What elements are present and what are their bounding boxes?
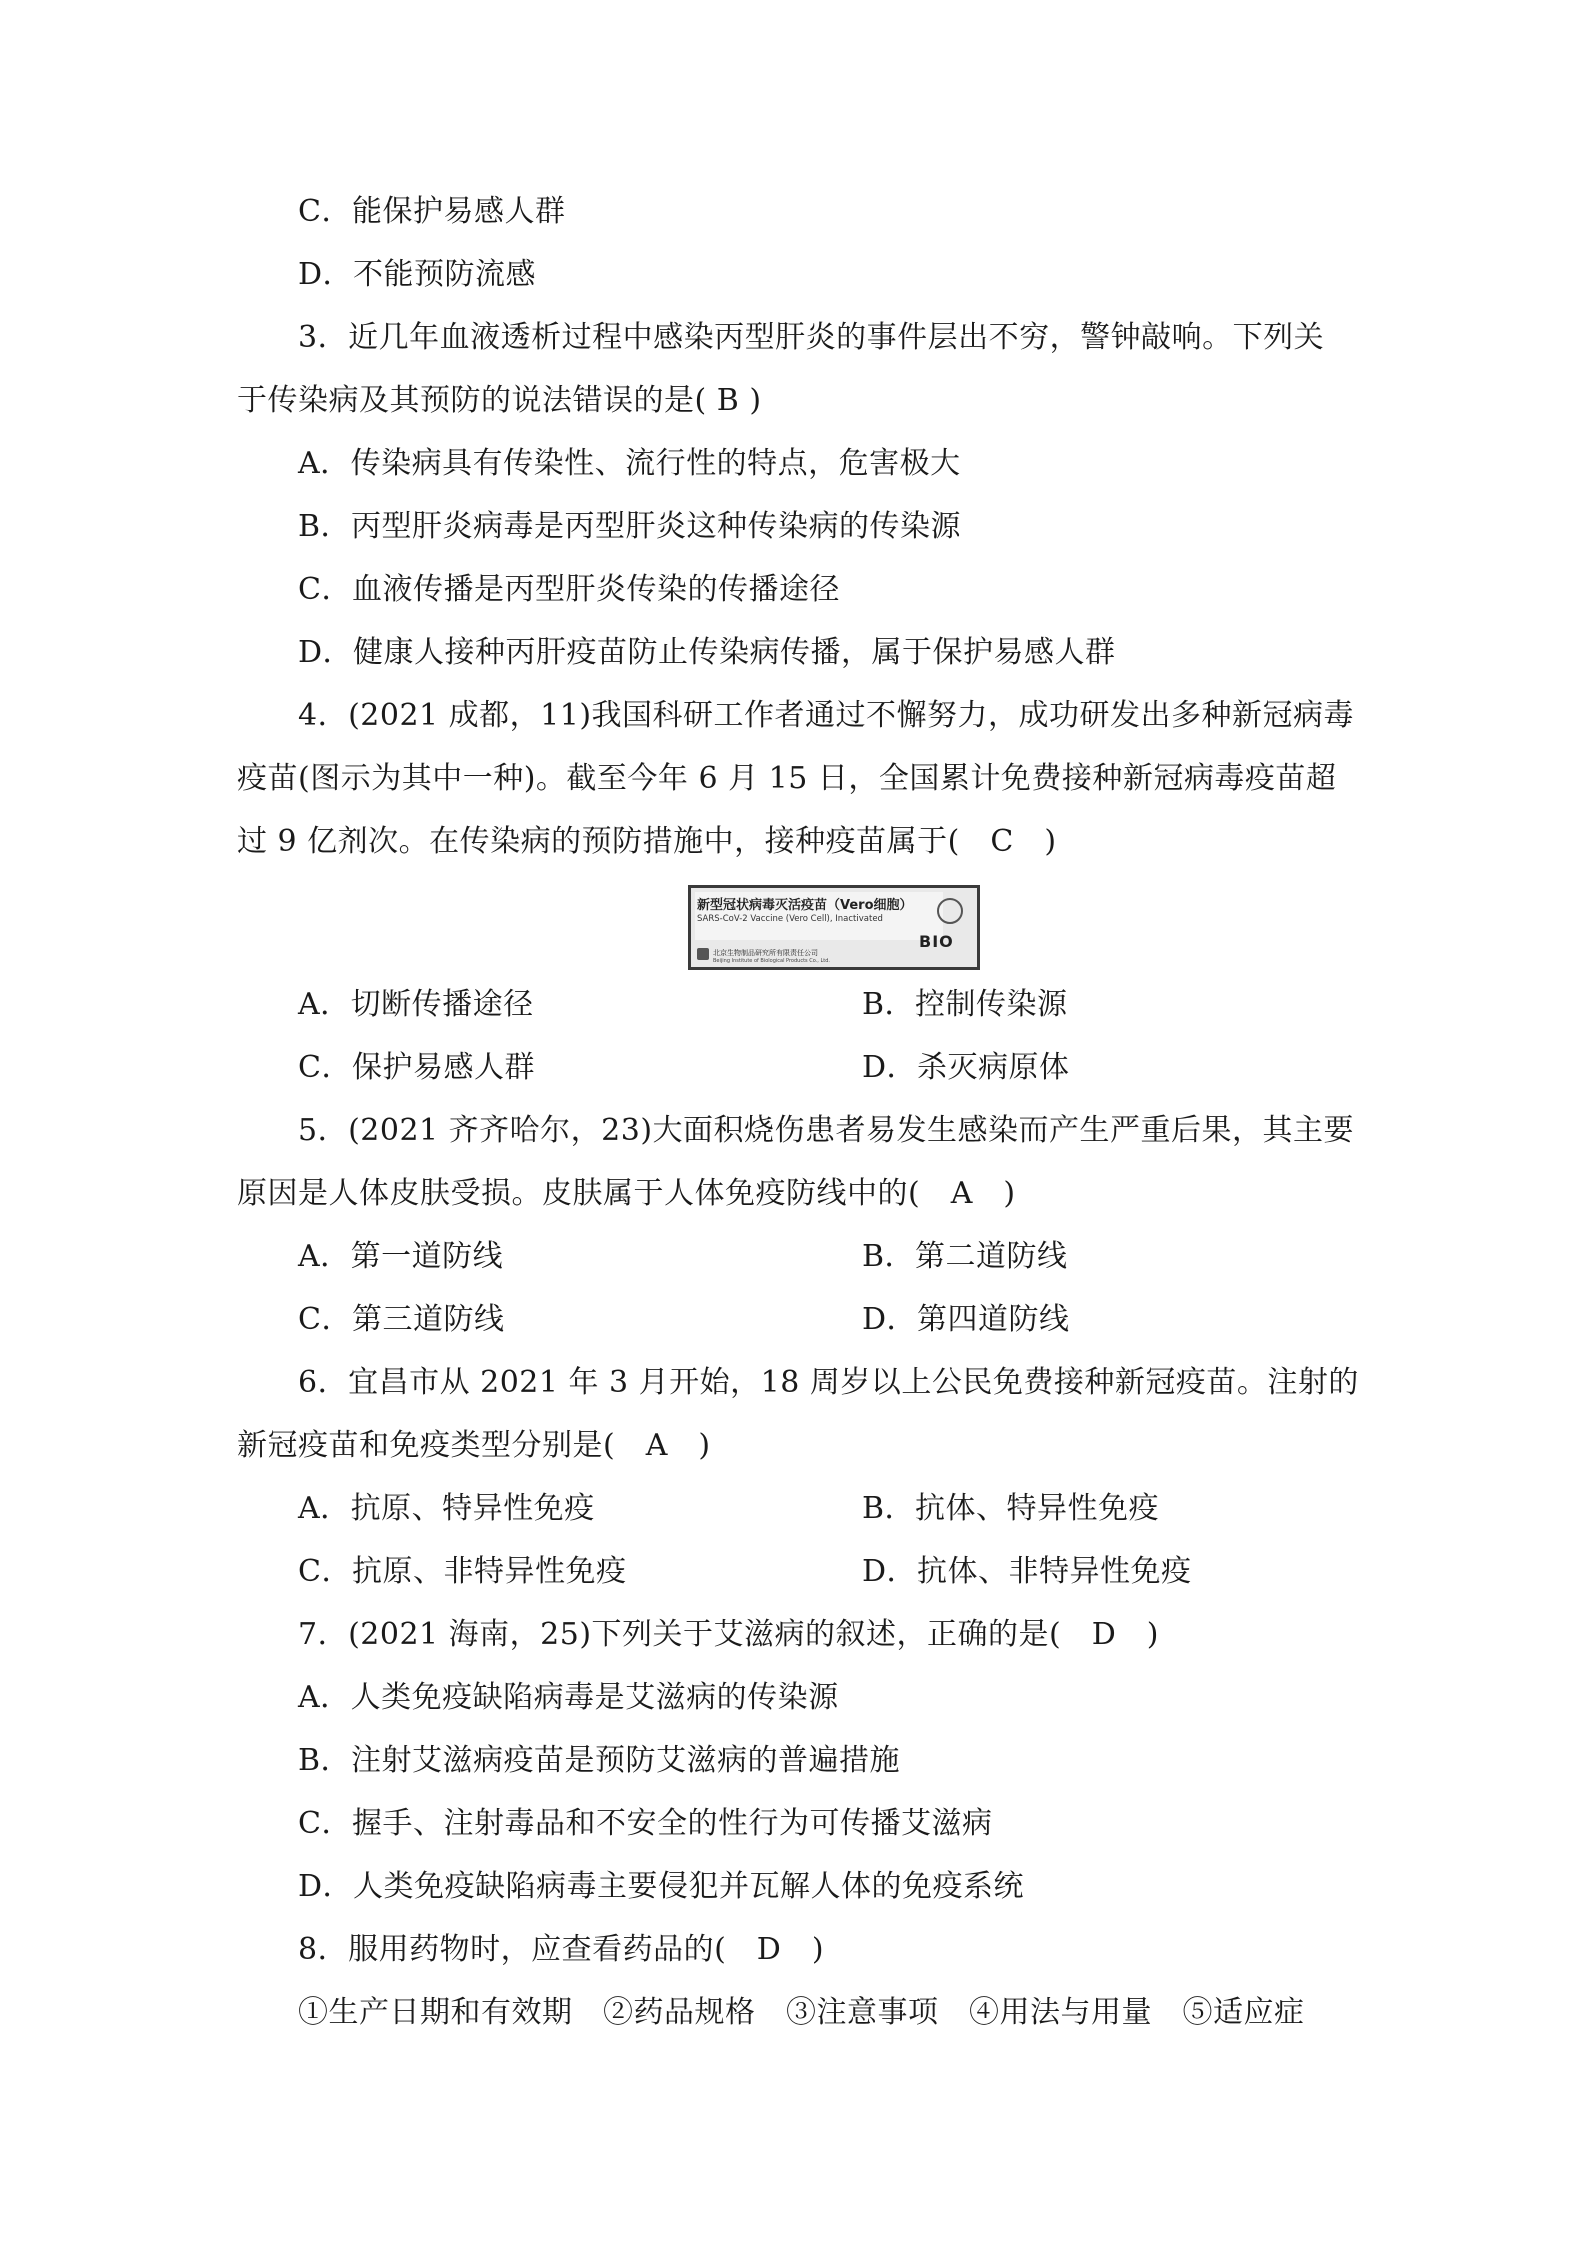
- q3-option-d: D．健康人接种丙肝疫苗防止传染病传播，属于保护易感人群: [298, 635, 1116, 670]
- q5-stem-line2: 原因是人体皮肤受损。皮肤属于人体免疫防线中的( A ): [237, 1176, 1016, 1211]
- q5-option-d: D．第四道防线: [862, 1302, 1070, 1337]
- vaccine-box-image: [688, 885, 980, 970]
- q7-stem: 7．(2021 海南，25)下列关于艾滋病的叙述，正确的是( D ): [298, 1617, 1160, 1652]
- q6-option-b: B．抗体、特异性免疫: [862, 1491, 1160, 1526]
- vaccine-maker: 北京生物制品研究所有限责任公司: [713, 949, 818, 957]
- vaccine-subtitle: SARS-CoV-2 Vaccine (Vero Cell), Inactivated: [697, 914, 883, 924]
- q6-stem-line2: 新冠疫苗和免疫类型分别是( A ): [237, 1428, 711, 1463]
- q3-stem-line2: 于传染病及其预防的说法错误的是( B ): [237, 383, 762, 418]
- q5-stem-line1: 5．(2021 齐齐哈尔，23)大面积烧伤患者易发生感染而产生严重后果，其主要: [298, 1113, 1355, 1148]
- vaccine-title: 新型冠状病毒灭活疫苗（Vero细胞）: [697, 898, 913, 913]
- q4-option-c: C．保护易感人群: [298, 1050, 535, 1085]
- q5-option-c: C．第三道防线: [298, 1302, 505, 1337]
- q8-items: ①生产日期和有效期 ②药品规格 ③注意事项 ④用法与用量 ⑤适应症: [298, 1995, 1305, 2030]
- q7-option-b: B．注射艾滋病疫苗是预防艾滋病的普遍措施: [298, 1743, 901, 1778]
- q8-stem: 8．服用药物时，应查看药品的( D ): [298, 1932, 825, 1967]
- q3-option-c: C．血液传播是丙型肝炎传染的传播途径: [298, 572, 840, 607]
- q6-option-a: A．抗原、特异性免疫: [298, 1491, 595, 1526]
- q5-option-b: B．第二道防线: [862, 1239, 1068, 1274]
- manufacturer-seal-icon: [937, 898, 963, 924]
- q6-option-d: D．抗体、非特异性免疫: [862, 1554, 1192, 1589]
- q3-option-b: B．丙型肝炎病毒是丙型肝炎这种传染病的传染源: [298, 509, 962, 544]
- q3-stem-line1: 3．近几年血液透析过程中感染丙型肝炎的事件层出不穷，警钟敲响。下列关: [298, 320, 1325, 355]
- q4-stem-line1: 4．(2021 成都，11)我国科研工作者通过不懈努力，成功研发出多种新冠病毒: [298, 698, 1355, 733]
- q4-option-a: A．切断传播途径: [298, 987, 534, 1022]
- q3-option-a: A．传染病具有传染性、流行性的特点，危害极大: [298, 446, 961, 481]
- q7-option-c: C．握手、注射毒品和不安全的性行为可传播艾滋病: [298, 1806, 993, 1841]
- q6-option-c: C．抗原、非特异性免疫: [298, 1554, 627, 1589]
- q4-option-d: D．杀灭病原体: [862, 1050, 1070, 1085]
- q2-option-c: C．能保护易感人群: [298, 194, 566, 229]
- q5-option-a: A．第一道防线: [298, 1239, 504, 1274]
- q6-stem-line1: 6．宜昌市从 2021 年 3 月开始，18 周岁以上公民免费接种新冠疫苗。注射的: [298, 1365, 1359, 1400]
- q4-stem-line3: 过 9 亿剂次。在传染病的预防措施中，接种疫苗属于( C ): [237, 824, 1057, 859]
- manufacturer-logo-icon: [697, 948, 709, 960]
- vaccine-maker-en: Beijing Institute of Biological Products Co., Ltd.: [713, 958, 830, 964]
- q4-stem-line2: 疫苗(图示为其中一种)。截至今年 6 月 15 日，全国累计免费接种新冠病毒疫苗超: [237, 761, 1337, 796]
- q7-option-d: D．人类免疫缺陷病毒主要侵犯并瓦解人体的免疫系统: [298, 1869, 1025, 1904]
- q4-option-b: B．控制传染源: [862, 987, 1068, 1022]
- q2-option-d: D．不能预防流感: [298, 257, 537, 292]
- vaccine-brand: BIO: [919, 932, 954, 951]
- q7-option-a: A．人类免疫缺陷病毒是艾滋病的传染源: [298, 1680, 839, 1715]
